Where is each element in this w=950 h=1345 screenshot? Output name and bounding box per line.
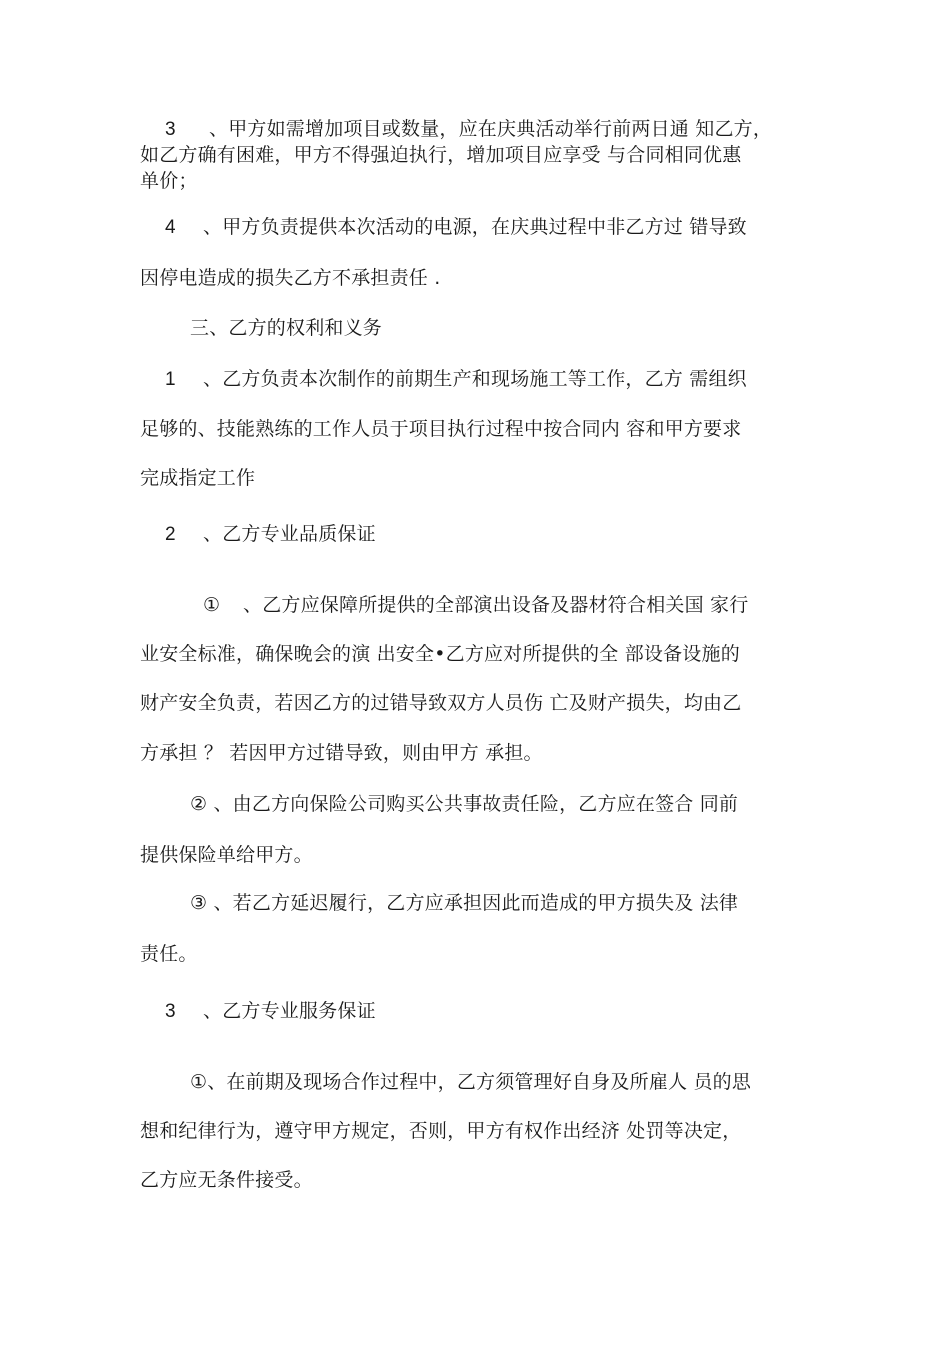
paragraph-line	[140, 941, 198, 967]
paragraph-line	[165, 521, 376, 548]
paragraph-line	[140, 142, 741, 168]
line-text: 、甲方如需增加项目或数量，应在庆典活动举行前两日通 知乙方，	[209, 118, 773, 140]
line-text: 方承担 ？ 若因甲方过错导致，则由甲方 承担。	[140, 742, 543, 764]
paragraph-line	[190, 890, 738, 916]
paragraph-line	[140, 641, 740, 667]
line-text: 、乙方负责本次制作的前期生产和现场施工等工作，乙方 需组织	[203, 368, 747, 390]
paragraph-line	[165, 214, 747, 241]
paragraph-line	[140, 740, 543, 766]
paragraph-line	[140, 690, 741, 716]
item-number: ①	[203, 595, 221, 616]
line-text: 、乙方应保障所提供的全部演出设备及器材符合相关国 家行	[243, 594, 749, 616]
line-text: 如乙方确有困难，甲方不得强迫执行，增加项目应享受 与合同相同优惠	[140, 144, 742, 166]
paragraph-line	[140, 416, 741, 442]
paragraph-line	[140, 842, 313, 868]
line-text: 责任。	[140, 943, 198, 965]
paragraph-line	[140, 1118, 741, 1144]
line-text: 提供保险单给甲方。	[140, 844, 313, 866]
line-text: 、甲方负责提供本次活动的电源，在庆典过程中非乙方过 错导致	[203, 216, 747, 238]
paragraph-line	[190, 791, 738, 817]
paragraph-line	[165, 998, 376, 1025]
line-text: 乙方应无条件接受。	[140, 1169, 313, 1191]
line-text: ② 、由乙方向保险公司购买公共事故责任险，乙方应在签合 同前	[190, 793, 739, 815]
paragraph-line	[140, 168, 198, 194]
line-text: 财产安全负责，若因乙方的过错导致双方人员伤 亡及财产损失，均由乙	[140, 692, 742, 714]
item-number: 1	[165, 369, 176, 390]
paragraph-line	[165, 116, 772, 143]
paragraph-line	[203, 592, 748, 619]
paragraph-line	[140, 1167, 313, 1193]
paragraph-line	[190, 1069, 751, 1095]
line-text: 足够的、技能熟练的工作人员于项目执行过程中按合同内 容和甲方要求	[140, 418, 742, 440]
line-text: 完成指定工作	[140, 467, 256, 489]
line-text: 想和纪律行为，遵守甲方规定，否则，甲方有权作出经济 处罚等决定，	[140, 1120, 742, 1142]
paragraph-line	[140, 465, 255, 491]
line-text: 、乙方专业服务保证	[203, 1000, 376, 1022]
paragraph-line	[165, 366, 747, 393]
item-number: 3	[165, 1001, 176, 1022]
line-text: 单价；	[140, 170, 198, 192]
item-number: 3	[165, 119, 176, 140]
section-heading	[190, 315, 382, 341]
item-number: 4	[165, 217, 176, 238]
heading-text: 三、乙方的权利和义务	[190, 317, 383, 339]
line-text: 因停电造成的损失乙方不承担责任 .	[140, 267, 441, 289]
item-number: 2	[165, 524, 176, 545]
line-text: ③ 、若乙方延迟履行，乙方应承担因此而造成的甲方损失及 法律	[190, 892, 739, 914]
paragraph-line	[140, 265, 440, 291]
line-text: ①、在前期及现场合作过程中，乙方须管理好自身及所雇人 员的思	[190, 1071, 752, 1093]
line-text: 业安全标准，确保晚会的演 出安全•乙方应对所提供的全 部设备设施的	[140, 643, 740, 665]
line-text: 、乙方专业品质保证	[203, 523, 376, 545]
